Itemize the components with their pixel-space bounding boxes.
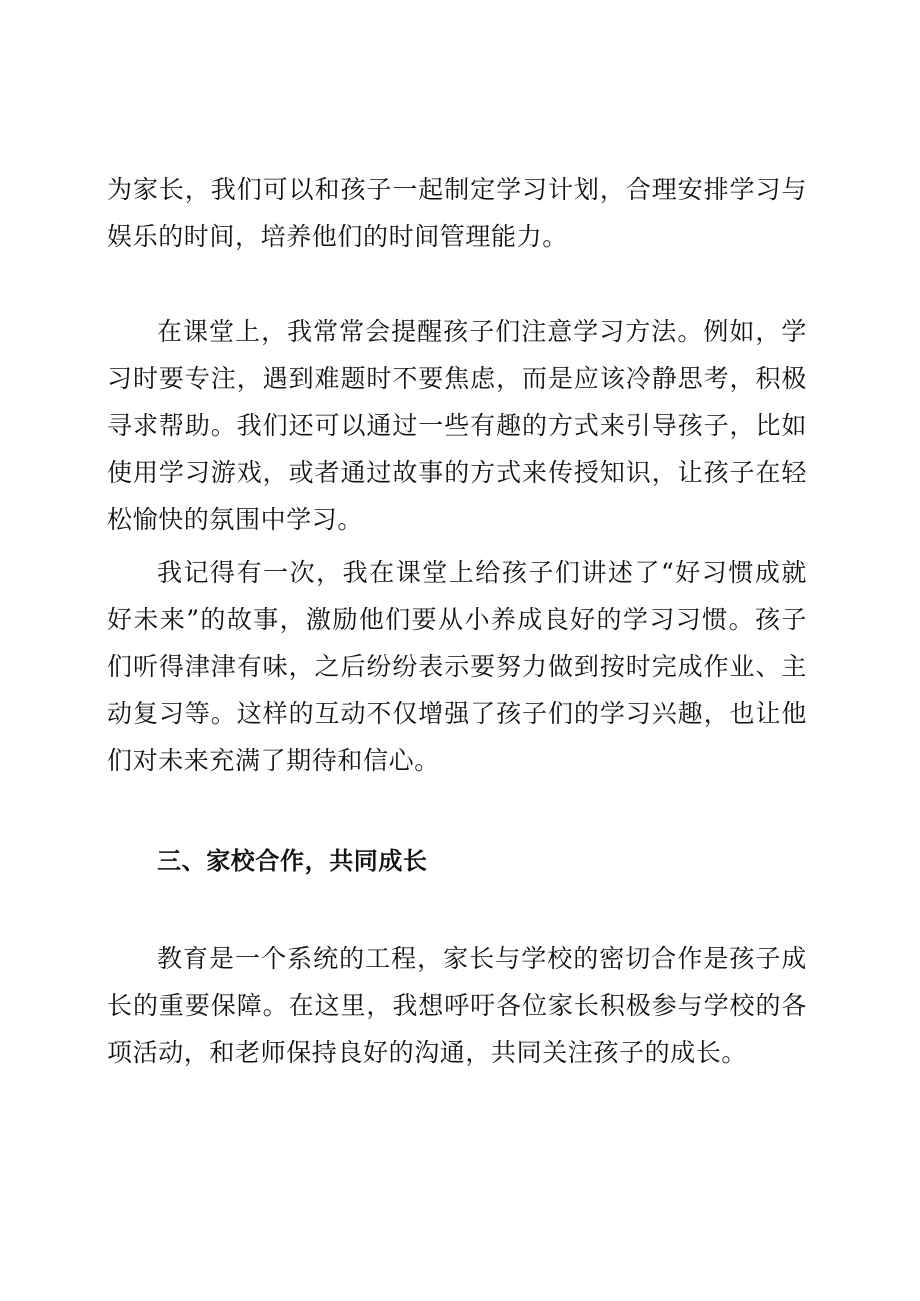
paragraph-home-school-cooperation: 教育是一个系统的工程，家长与学校的密切合作是孩子成长的重要保障。在这里，我想呼吁各位家长积极参与学校的各项活动，和老师保持良好的沟通，共同关注孩子的成长。: [107, 944, 807, 1067]
section-heading: 三、家校合作，共同成长: [157, 847, 428, 875]
paragraph-good-habits-story: 我记得有一次，我在课堂上给孩子们讲述了“好习惯成就好未来”的故事，激励他们要从小养成良好的学习习惯。孩子们听得津津有味，之后纷纷表示要努力做到按时完成作业、主动复习等。这样的互动不仅增强了孩子们的学习兴趣，也让他们对未来充满了期待和信心。: [107, 558, 807, 775]
paragraph-continued: 为家长，我们可以和孩子一起制定学习计划，合理安排学习与娱乐的时间，培养他们的时间管理能力。: [107, 175, 807, 251]
paragraph-learning-methods: 在课堂上，我常常会提醒孩子们注意学习方法。例如，学习时要专注，遇到难题时不要焦虑，而是应该冷静思考，积极寻求帮助。我们还可以通过一些有趣的方式来引导孩子，比如使用学习游戏，或者通过故事的方式来传授知识，让孩子在轻松愉快的氛围中学习。: [107, 317, 807, 534]
